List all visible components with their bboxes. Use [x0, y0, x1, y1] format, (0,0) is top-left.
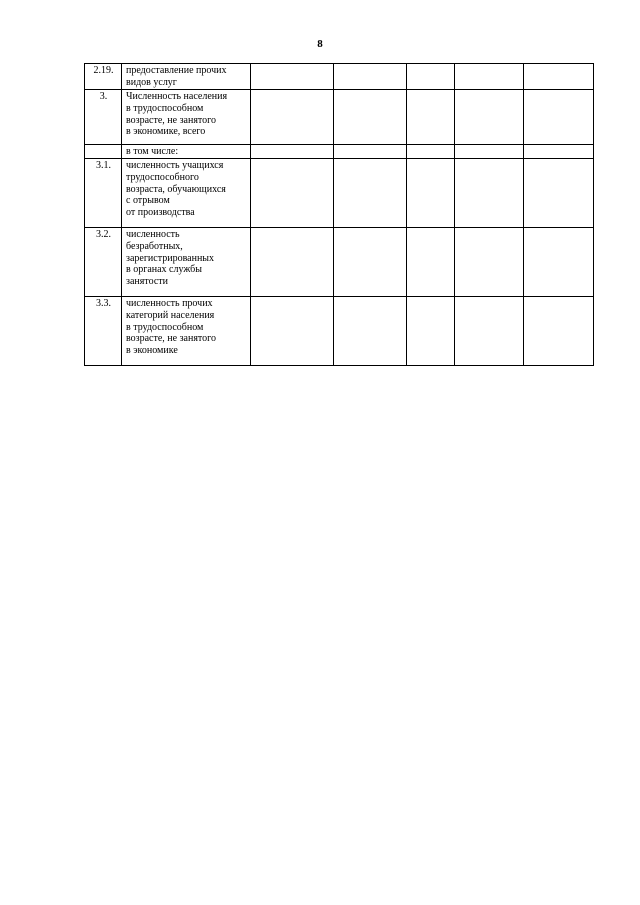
value-cell — [251, 297, 334, 366]
row-label-line: в органах службы — [126, 264, 202, 276]
value-cell — [524, 64, 594, 90]
value-cell — [251, 228, 334, 297]
value-cell — [334, 297, 407, 366]
row-label-cell — [122, 159, 251, 228]
value-cell — [334, 228, 407, 297]
value-cell — [407, 145, 455, 159]
row-number-cell — [85, 90, 122, 145]
row-number-cell — [85, 145, 122, 159]
value-cell — [251, 90, 334, 145]
value-cell — [524, 159, 594, 228]
row-label-line: в трудоспособном — [126, 321, 204, 333]
value-cell — [334, 145, 407, 159]
row-label-line: в трудоспособном — [126, 102, 204, 114]
row-label-line: от производства — [126, 207, 195, 219]
row-number: 3. — [99, 91, 108, 102]
statistics-table — [84, 63, 594, 366]
value-cell — [334, 159, 407, 228]
row-number: 3.1. — [96, 160, 111, 171]
value-cell — [334, 64, 407, 90]
row-label-line: категорий населения — [126, 309, 215, 321]
row-label-line: занятости — [126, 276, 168, 288]
value-cell — [407, 297, 455, 366]
table-row — [85, 228, 594, 297]
value-cell — [524, 90, 594, 145]
page-number: 8 — [317, 38, 323, 50]
value-cell — [407, 64, 455, 90]
row-label-line: с отрывом — [126, 195, 170, 207]
value-cell — [455, 145, 524, 159]
row-label-line: видов услуг — [126, 76, 177, 88]
row-label-cell — [122, 145, 251, 159]
row-label-line: трудоспособного — [126, 171, 199, 183]
row-label-line: в экономике — [126, 345, 178, 357]
row-label-line: численность прочих — [126, 298, 213, 309]
table-row — [85, 64, 594, 90]
row-number-cell — [85, 64, 122, 90]
row-number-cell — [85, 297, 122, 366]
table-row — [85, 297, 594, 366]
value-cell — [524, 297, 594, 366]
value-cell — [407, 159, 455, 228]
value-cell — [407, 90, 455, 145]
value-cell — [407, 228, 455, 297]
row-label-line: зарегистрированных — [126, 252, 215, 264]
row-label-line: в том числе: — [126, 146, 179, 157]
row-label-cell — [122, 297, 251, 366]
row-label-cell — [122, 90, 251, 145]
row-number: 3.3. — [96, 298, 111, 309]
row-label-line: возраста, обучающихся — [126, 183, 226, 195]
value-cell — [251, 64, 334, 90]
row-number-cell — [85, 228, 122, 297]
row-label-line: Численность населения — [126, 91, 228, 102]
value-cell — [455, 64, 524, 90]
value-cell — [455, 228, 524, 297]
row-number: 2.19. — [93, 65, 114, 76]
table-row — [85, 159, 594, 228]
value-cell — [251, 145, 334, 159]
value-cell — [455, 159, 524, 228]
value-cell — [251, 159, 334, 228]
value-cell — [334, 90, 407, 145]
row-number-cell — [85, 159, 122, 228]
value-cell — [455, 90, 524, 145]
row-label-line: возрасте, не занятого — [126, 114, 217, 126]
value-cell — [524, 228, 594, 297]
row-label-cell — [122, 228, 251, 297]
value-cell — [455, 297, 524, 366]
value-cell — [524, 145, 594, 159]
row-label-line: возрасте, не занятого — [126, 333, 217, 345]
row-label-line: в экономике, всего — [126, 126, 206, 138]
table-row — [85, 90, 594, 145]
row-label-cell — [122, 64, 251, 90]
table-row — [85, 145, 594, 159]
row-label-line: численность — [126, 229, 180, 240]
row-label-line: предоставление прочих — [126, 65, 227, 76]
row-label-line: безработных, — [126, 240, 183, 252]
row-number: 3.2. — [96, 229, 111, 240]
row-label-line: численность учащихся — [126, 160, 224, 171]
